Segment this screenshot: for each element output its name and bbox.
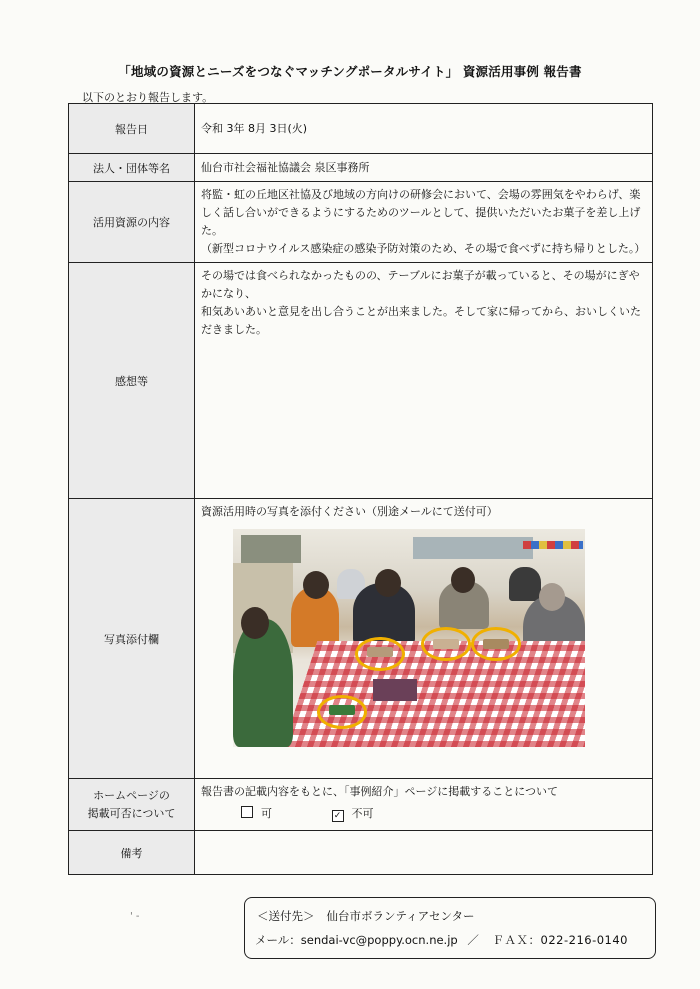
photo-head bbox=[451, 567, 475, 593]
intro-text: 以下のとおり報告します。 bbox=[82, 91, 214, 104]
send-to-line bbox=[257, 908, 475, 924]
homepage-question: 報告書の記載内容をもとに、「事例紹介」ページに掲載することについて bbox=[201, 785, 559, 798]
document-title: 「地域の資源とニーズをつなぐマッチングポータルサイト」 資源活用事例 報告書 bbox=[118, 64, 582, 79]
homepage-label-line-1: ホームページの bbox=[93, 788, 170, 802]
photo-highlight-circle bbox=[471, 627, 521, 661]
photo-head bbox=[375, 569, 401, 597]
report-date-value: 令和 3年 8月 3日(火) bbox=[195, 104, 653, 154]
row-report-date bbox=[69, 104, 653, 154]
organization-label: 法人・団体等名 bbox=[69, 154, 195, 182]
homepage-label bbox=[69, 779, 195, 831]
photo-wall-banner bbox=[241, 535, 301, 563]
resource-content-line-3: （新型コロナウイルス感染症の感染予防対策のため、その場で食べずに持ち帰りとした。） bbox=[201, 242, 646, 255]
resource-content-line-1: 将監・虹の丘地区社協及び地域の方向けの研修会において、会場の雰囲気をやわらげ、楽 bbox=[201, 188, 641, 201]
resource-content-label: 活用資源の内容 bbox=[69, 182, 195, 263]
photo-highlight-circle bbox=[421, 627, 471, 661]
send-to-box bbox=[244, 897, 656, 959]
photo-highlight-circle bbox=[355, 637, 405, 671]
remarks-value bbox=[195, 831, 653, 875]
homepage-label-line-2: 掲載可否について bbox=[87, 806, 176, 820]
row-impressions bbox=[69, 263, 653, 499]
photo-head bbox=[303, 571, 329, 599]
photo-head bbox=[241, 607, 269, 639]
photo-person bbox=[233, 619, 293, 747]
option-not-allowed-label: 不可 bbox=[351, 807, 374, 820]
row-resource-content bbox=[69, 182, 653, 263]
option-allowed-label: 可 bbox=[261, 807, 272, 820]
report-form-table bbox=[68, 103, 653, 875]
impressions-line-2: 和気あいあいと意見を出し合うことが出来ました。そして家に帰ってから、おいしくいただきました。 bbox=[201, 305, 641, 336]
homepage-content bbox=[195, 779, 653, 831]
option-not-allowed[interactable] bbox=[332, 807, 374, 820]
checkbox-allowed[interactable] bbox=[241, 806, 253, 818]
resource-content-line-2: しく話し合いができるようにするためのツールとして、提供いただいたお菓子を差し上げた。 bbox=[201, 206, 641, 237]
contact-separator: ／ bbox=[467, 933, 479, 947]
impressions-line-1: その場では食べられなかったものの、テーブルにお菓子が載っていると、その場がにぎやかになり、 bbox=[201, 269, 640, 300]
photo-wall-poster bbox=[413, 537, 533, 559]
report-date-label: 報告日 bbox=[69, 104, 195, 154]
row-homepage-permission bbox=[69, 779, 653, 831]
row-photo bbox=[69, 499, 653, 779]
contact-line bbox=[255, 932, 628, 948]
photo-instruction: 資源活用時の写真を添付ください（別途メールにて送付可） bbox=[201, 505, 498, 518]
send-to-name: 仙台市ボランティアセンター bbox=[326, 909, 475, 923]
photo-bunting-flags bbox=[523, 541, 583, 549]
organization-value: 仙台市社会福祉協議会 泉区事務所 bbox=[195, 154, 653, 182]
email-address[interactable]: メール：sendai-vc@poppy.ocn.ne.jp bbox=[255, 933, 458, 947]
homepage-options bbox=[201, 805, 646, 823]
impressions-value bbox=[195, 263, 653, 499]
photo-table-items bbox=[373, 679, 417, 701]
remarks-label: 備考 bbox=[69, 831, 195, 875]
photo-person bbox=[509, 567, 541, 601]
row-remarks bbox=[69, 831, 653, 875]
photo-head bbox=[539, 583, 565, 611]
impressions-label: 感想等 bbox=[69, 263, 195, 499]
fax-number: ＦＡＸ：022-216-0140 bbox=[492, 933, 628, 947]
photo-cell bbox=[195, 499, 653, 779]
photo-label: 写真添付欄 bbox=[69, 499, 195, 779]
resource-content-value bbox=[195, 182, 653, 263]
row-organization bbox=[69, 154, 653, 182]
option-allowed[interactable] bbox=[241, 807, 276, 820]
checkbox-not-allowed[interactable]: ✓ bbox=[332, 810, 344, 822]
send-to-label: ＜送付先＞ bbox=[257, 909, 315, 923]
scan-mark: ' - bbox=[130, 911, 140, 922]
attached-photo bbox=[233, 529, 585, 747]
photo-highlight-circle bbox=[317, 695, 367, 729]
